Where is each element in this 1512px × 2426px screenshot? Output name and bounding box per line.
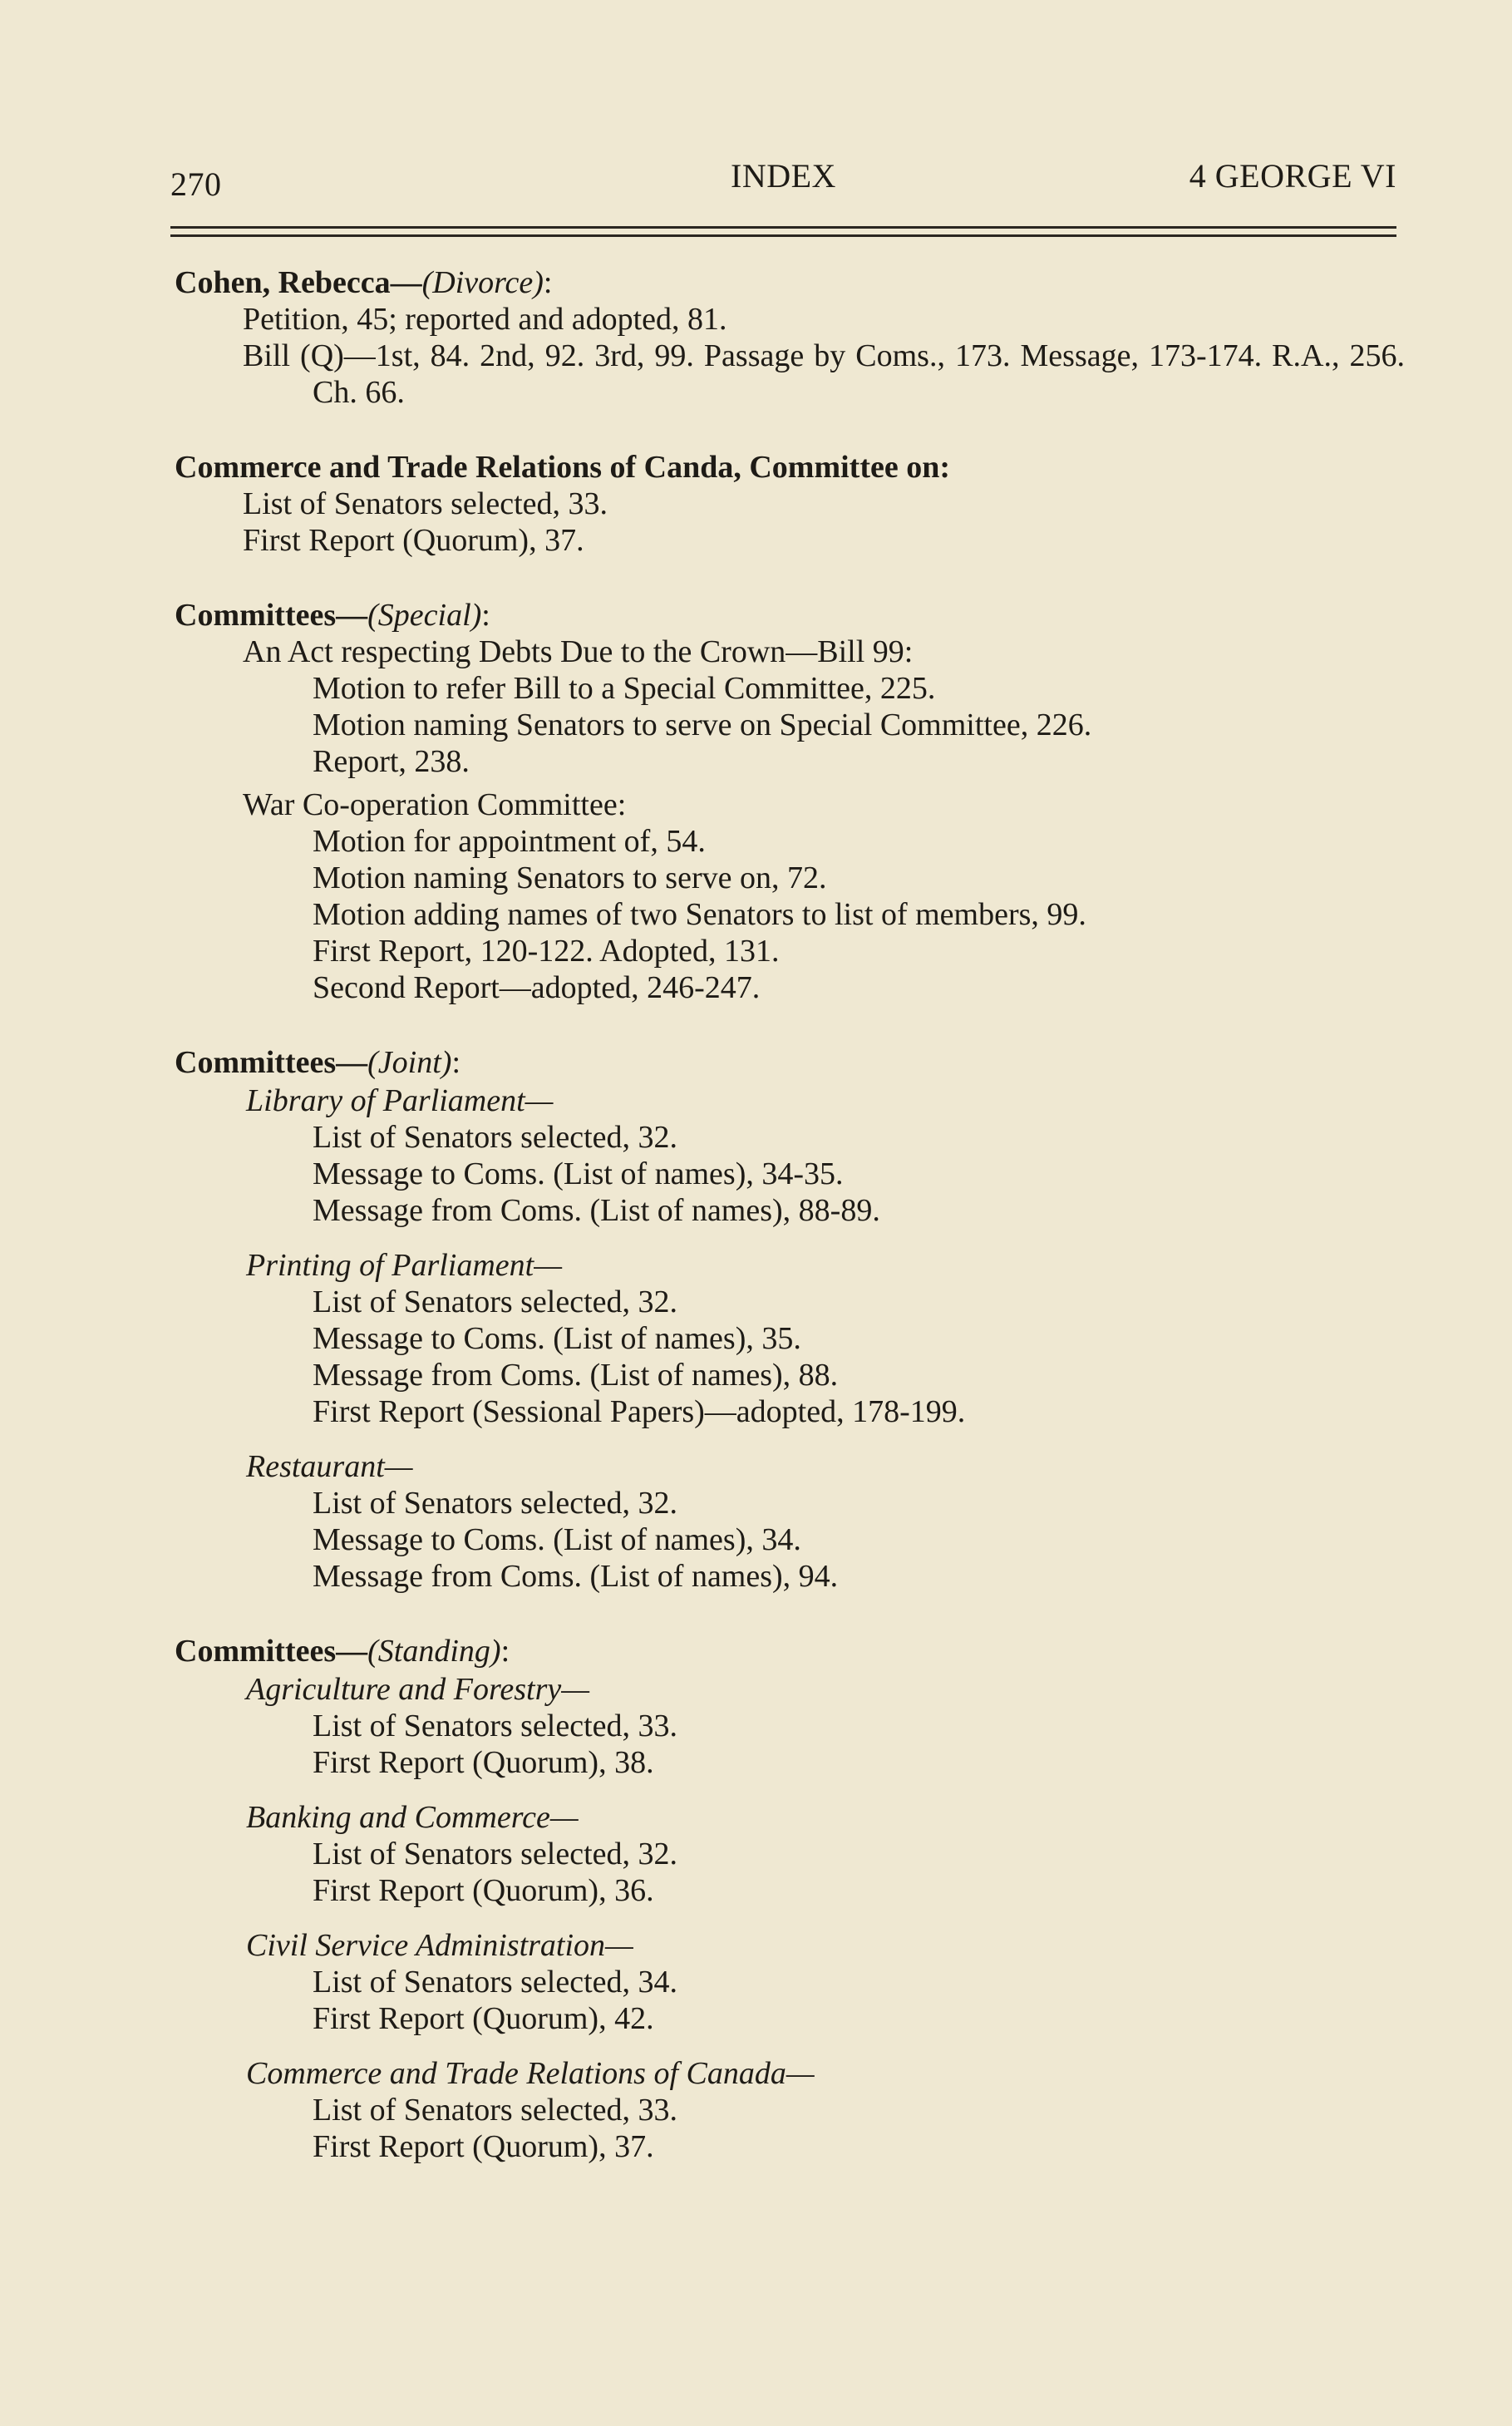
group-item: First Report (Quorum), 36. <box>313 1873 654 1908</box>
group-item: Message from Coms. (List of names), 88-89. <box>313 1193 880 1228</box>
group-item: Message to Coms. (List of names), 34-35. <box>313 1156 844 1191</box>
group-item: Motion to refer Bill to a Special Committee, 225. <box>313 671 936 706</box>
header-rule-bottom <box>170 234 1396 237</box>
group-item: List of Senators selected, 34. <box>313 1965 678 1999</box>
group-item: Motion naming Senators to serve on Special Committee, 226. <box>313 708 1092 742</box>
header-regnal-year: 4 GEORGE VI <box>1189 157 1396 195</box>
subheading: Civil Service Administration— <box>246 1928 633 1963</box>
group-item: First Report (Quorum), 38. <box>313 1745 654 1780</box>
entry-heading: Committees—(Standing): <box>175 1634 510 1669</box>
group-item: Message to Coms. (List of names), 35. <box>313 1321 801 1356</box>
group-item: First Report (Quorum), 37. <box>313 2129 654 2164</box>
index-entry-committees-joint <box>175 1044 1405 1595</box>
index-entry-cohen-rebecca <box>175 264 1405 411</box>
entry-heading: Committees—(Special): <box>175 598 490 633</box>
index-entry-committees-special <box>175 597 1405 1006</box>
group-title: An Act respecting Debts Due to the Crown—Bill 99: <box>243 634 914 669</box>
subheading: Library of Parliament— <box>246 1083 554 1118</box>
subheading: Banking and Commerce— <box>246 1800 579 1835</box>
group-item: Message from Coms. (List of names), 88. <box>313 1358 839 1393</box>
subheading: Agriculture and Forestry— <box>246 1672 590 1707</box>
group-item: First Report (Sessional Papers)—adopted, 178-199. <box>313 1394 966 1429</box>
group-item: List of Senators selected, 32. <box>313 1120 678 1155</box>
group-item: Motion naming Senators to serve on, 72. <box>313 860 827 895</box>
group-item: Motion for appointment of, 54. <box>313 824 706 859</box>
entry-heading: Committees—(Joint): <box>175 1045 460 1080</box>
group-item: Message from Coms. (List of names), 94. <box>313 1559 839 1594</box>
entry-line: List of Senators selected, 33. <box>243 486 608 521</box>
entry-line: Petition, 45; reported and adopted, 81. <box>243 302 727 337</box>
entry-heading: Commerce and Trade Relations of Canda, Committee on: <box>175 450 951 485</box>
index-content <box>175 264 1405 2203</box>
entry-line: First Report (Quorum), 37. <box>243 523 584 558</box>
group-title: War Co-operation Committee: <box>243 787 627 822</box>
page-number: 270 <box>170 165 222 203</box>
group-item: First Report (Quorum), 42. <box>313 2001 654 2036</box>
group-item: Message to Coms. (List of names), 34. <box>313 1522 801 1557</box>
group-item: List of Senators selected, 32. <box>313 1284 678 1319</box>
group-item: List of Senators selected, 33. <box>313 2093 678 2128</box>
index-entry-commerce-trade <box>175 449 1405 559</box>
subheading: Commerce and Trade Relations of Canada— <box>246 2056 815 2091</box>
header-rule-top <box>170 226 1396 229</box>
subheading: Restaurant— <box>246 1449 413 1484</box>
group-item: List of Senators selected, 33. <box>313 1709 678 1743</box>
group-item: List of Senators selected, 32. <box>313 1486 678 1521</box>
group-item: Second Report—adopted, 246-247. <box>313 970 761 1005</box>
group-item: Motion adding names of two Senators to list of members, 99. <box>313 897 1086 932</box>
running-header <box>170 156 1396 206</box>
entry-line: Bill (Q)—1st, 84. 2nd, 92. 3rd, 99. Passage by Coms., 173. Message, 173-174. R.A., 256. Ch. 66. <box>243 338 1405 410</box>
group-item: List of Senators selected, 32. <box>313 1837 678 1871</box>
group-item: First Report, 120-122. Adopted, 131. <box>313 934 780 969</box>
entry-heading: Cohen, Rebecca—(Divorce): <box>175 265 553 300</box>
subheading: Printing of Parliament— <box>246 1248 562 1283</box>
group-item: Report, 238. <box>313 744 470 779</box>
index-entry-committees-standing <box>175 1633 1405 2165</box>
header-title: INDEX <box>731 157 836 195</box>
